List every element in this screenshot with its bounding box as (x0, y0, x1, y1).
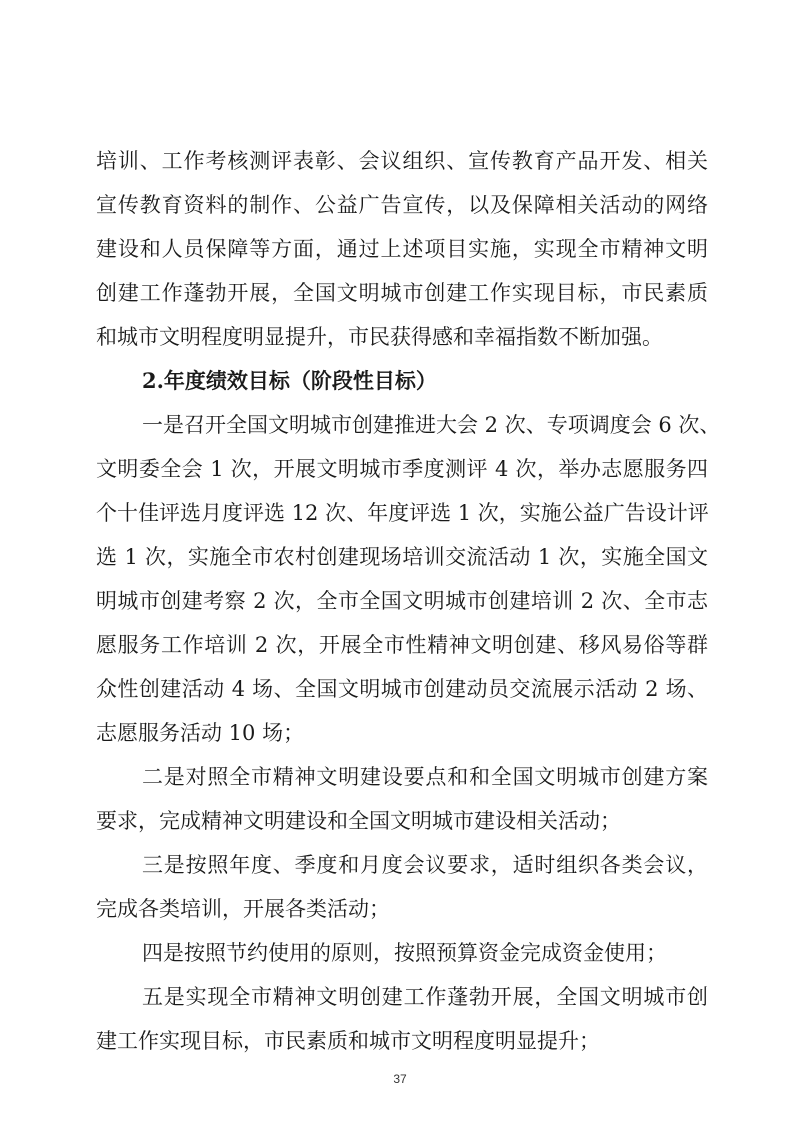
body-text-line: 建设和人员保障等方面，通过上述项目实施，实现全市精神文明 (96, 237, 708, 261)
body-text-line: 三是按照年度、季度和月度会议要求，适时组织各类会议， (142, 853, 708, 877)
section-heading: 2.年度绩效目标（阶段性目标） (142, 368, 437, 393)
body-text-line: 建工作实现目标，市民素质和城市文明程度明显提升； (96, 1029, 600, 1053)
body-text-line: 要求，完成精神文明建设和全国文明城市建设相关活动； (96, 809, 621, 833)
body-text-line: 二是对照全市精神文明建设要点和和全国文明城市创建方案 (142, 765, 708, 789)
body-text-line: 明城市创建考察 2 次，全市全国文明城市创建培训 2 次、全市志 (96, 589, 708, 613)
body-text-line: 文明委全会 1 次，开展文明城市季度测评 4 次，举办志愿服务四 (96, 457, 708, 481)
body-text-line: 愿服务工作培训 2 次，开展全市性精神文明创建、移风易俗等群 (96, 633, 708, 657)
body-text-line: 五是实现全市精神文明创建工作蓬勃开展，全国文明城市创 (142, 985, 708, 1009)
body-text-line: 一是召开全国文明城市创建推进大会 2 次、专项调度会 6 次、 (142, 413, 721, 437)
page-number: 37 (393, 1072, 407, 1086)
body-text-line: 完成各类培训，开展各类活动； (96, 897, 390, 921)
body-text-line: 创建工作蓬勃开展，全国文明城市创建工作实现目标，市民素质 (96, 281, 708, 305)
body-text-line: 众性创建活动 4 场、全国文明城市创建动员交流展示活动 2 场、 (96, 677, 708, 701)
body-text-line: 志愿服务活动 10 场； (96, 721, 305, 745)
body-text-line: 四是按照节约使用的原则，按照预算资金完成资金使用； (142, 941, 667, 965)
body-text-line: 宣传教育资料的制作、公益广告宣传，以及保障相关活动的网络 (96, 193, 708, 217)
body-text-line: 选 1 次，实施全市农村创建现场培训交流活动 1 次，实施全国文 (96, 545, 708, 569)
body-text-line: 个十佳评选月度评选 12 次、年度评选 1 次，实施公益广告设计评 (96, 501, 709, 525)
body-text-line: 和城市文明程度明显提升，市民获得感和幸福指数不断加强。 (96, 325, 663, 349)
body-text-line: 培训、工作考核测评表彰、会议组织、宣传教育产品开发、相关 (96, 149, 708, 173)
